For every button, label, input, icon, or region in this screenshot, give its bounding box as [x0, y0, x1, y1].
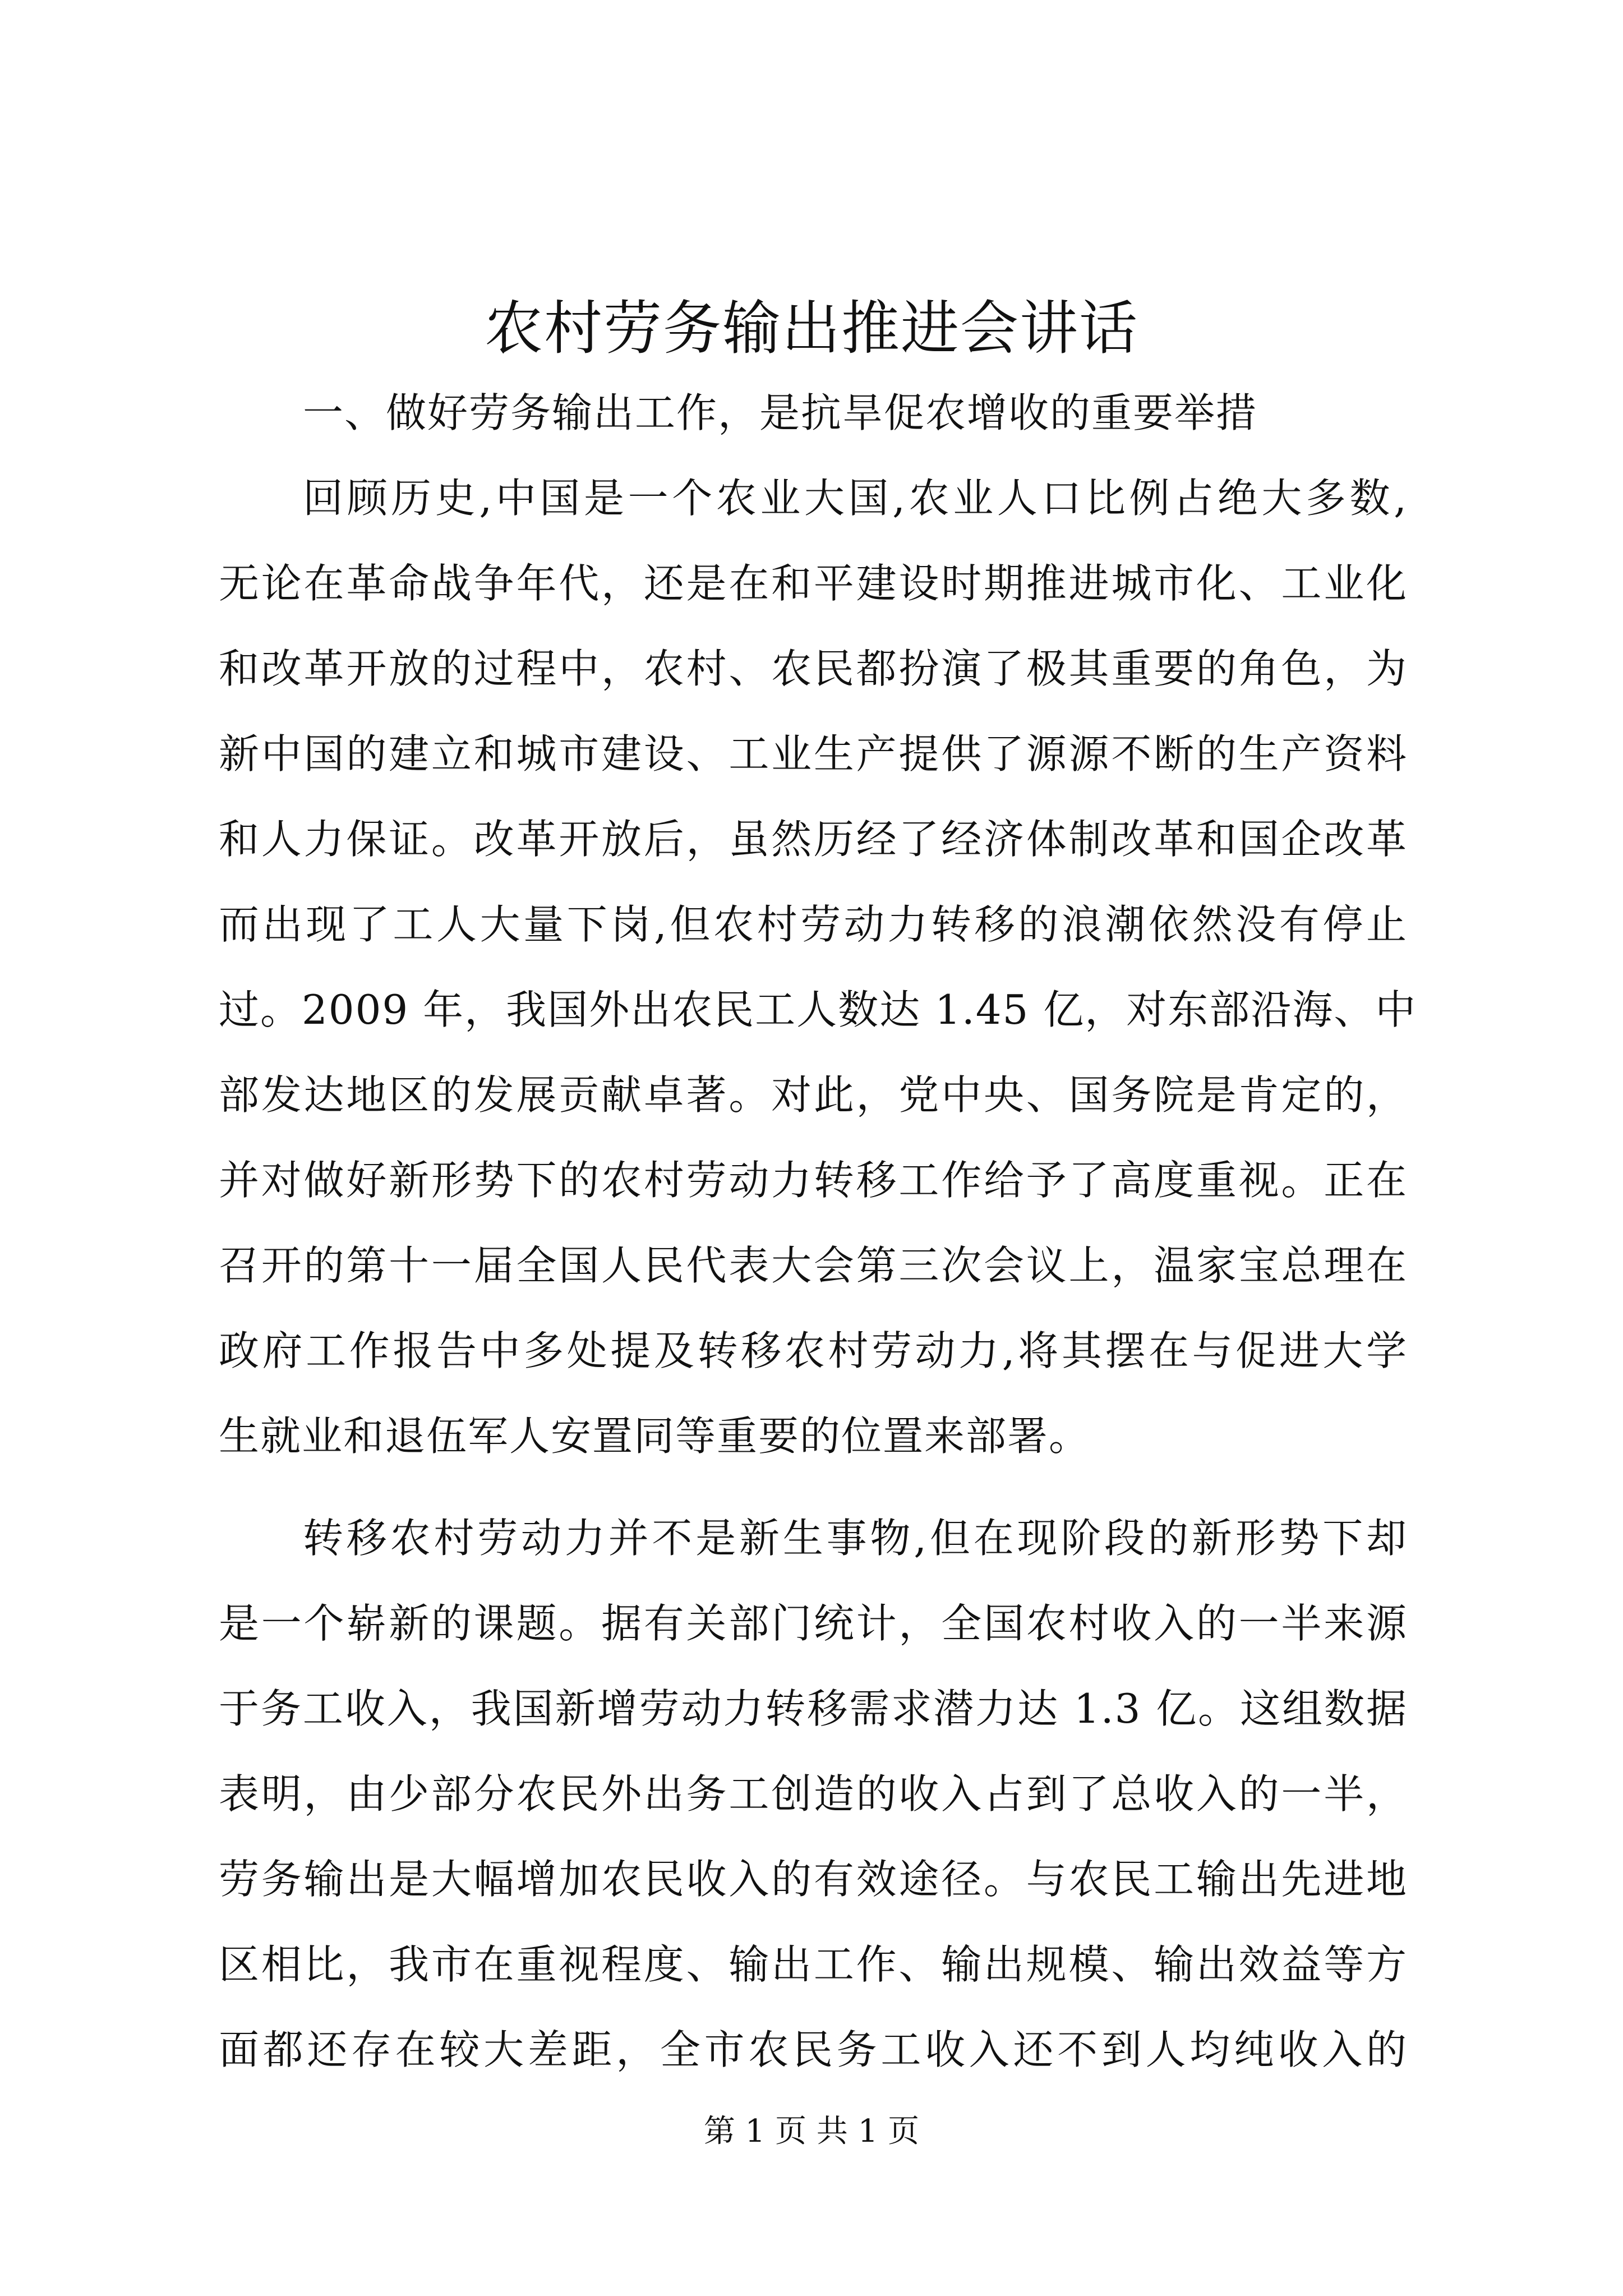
paragraph-line: 新中国的建立和城市建设、工业生产提供了源源不断的生产资料: [219, 730, 1408, 777]
paragraph-line: 召开的第十一届全国人民代表大会第三次会议上，温家宝总理在: [219, 1242, 1408, 1289]
paragraph-line: 区相比，我市在重视程度、输出工作、输出规模、输出效益等方: [219, 1941, 1408, 1988]
paragraph-line: 转移农村劳动力并不是新生事物,但在现阶段的新形势下却: [303, 1515, 1408, 1562]
paragraph-line: 政府工作报告中多处提及转移农村劳动力,将其摆在与促进大学: [219, 1327, 1408, 1374]
paragraph-2: [219, 1496, 1408, 2092]
paragraph-line: 回顾历史,中国是一个农业大国,农业人口比例占绝大多数,: [303, 475, 1408, 522]
paragraph-line: 劳务输出是大幅增加农民收入的有效途径。与农民工输出先进地: [219, 1856, 1408, 1903]
document-body: [219, 370, 1417, 2092]
section-heading: 一、做好劳务输出工作，是抗旱促农增收的重要举措: [303, 389, 1258, 436]
page-number-footer: 第 1 页 共 1 页: [703, 2113, 920, 2150]
paragraph-line: 过。2009 年，我国外出农民工人数达 1.45 亿，对东部沿海、中: [219, 986, 1417, 1033]
document-title: 农村劳务输出推进会讲话: [484, 294, 1138, 362]
paragraph-line: 表明，由少部分农民外出务工创造的收入占到了总收入的一半，: [219, 1770, 1408, 1818]
paragraph-line: 部发达地区的发展贡献卓著。对此，党中央、国务院是肯定的，: [219, 1071, 1408, 1119]
paragraph-line: 和人力保证。改革开放后，虽然历经了经济体制改革和国企改革: [219, 816, 1408, 863]
paragraph-line: 而出现了工人大量下岗,但农村劳动力转移的浪潮依然没有停止: [219, 901, 1408, 948]
paragraph-1: [219, 455, 1417, 1479]
paragraph-line: 生就业和退伍军人安置同等重要的位置来部署。: [219, 1412, 1091, 1460]
paragraph-line: 于务工收入，我国新增劳动力转移需求潜力达 1.3 亿。这组数据: [219, 1685, 1408, 1732]
paragraph-line: 和改革开放的过程中，农村、农民都扮演了极其重要的角色，为: [219, 645, 1408, 692]
paragraph-line: 无论在革命战争年代，还是在和平建设时期推进城市化、工业化: [219, 560, 1408, 607]
paragraph-line: 并对做好新形势下的农村劳动力转移工作给予了高度重视。正在: [219, 1157, 1408, 1204]
paragraph-line: 面都还存在较大差距，全市农民务工收入还不到人均纯收入的: [219, 2026, 1408, 2073]
paragraph-gap: [219, 1479, 1408, 1496]
paragraph-line: 是一个崭新的课题。据有关部门统计，全国农村收入的一半来源: [219, 1600, 1408, 1647]
